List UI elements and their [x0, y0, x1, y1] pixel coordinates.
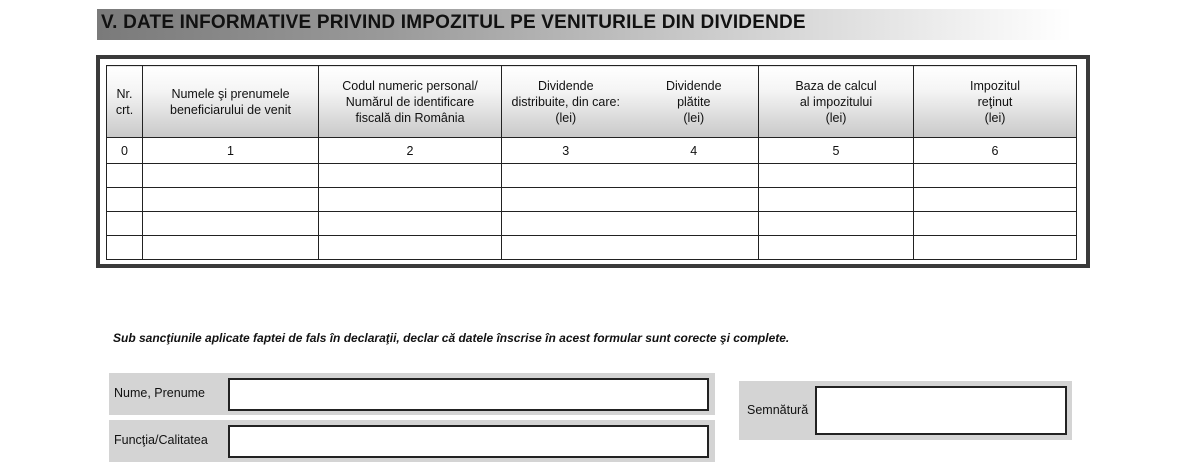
function-label: Funcţia/Calitatea [114, 433, 208, 447]
header-line: distribuite, din care: [511, 94, 620, 109]
column-number: 4 [630, 138, 759, 164]
table-cell-nr[interactable] [107, 188, 143, 212]
header-line: al impozitului [799, 94, 873, 109]
header-beneficiary-name [143, 66, 319, 138]
header-line: Baza de calcul [795, 78, 877, 93]
header-nr-crt [107, 66, 143, 138]
header-line: (lei) [825, 110, 847, 125]
table-row [107, 164, 1077, 188]
column-number-row [107, 138, 1077, 164]
column-number: 5 [759, 138, 914, 164]
table-header-row [107, 66, 1077, 138]
table-cell-cnp[interactable] [319, 164, 502, 188]
function-field-box [109, 420, 715, 462]
header-cnp-nif [319, 66, 502, 138]
table-cell-cnp[interactable] [319, 236, 502, 260]
header-line: Numele şi prenumele [171, 86, 290, 101]
table-cell-tax-base[interactable] [759, 236, 914, 260]
header-line: Nr. [116, 86, 133, 101]
table-cell-tax-withheld[interactable] [914, 212, 1077, 236]
column-number: 1 [143, 138, 319, 164]
header-line: fiscală din România [355, 110, 465, 125]
header-tax-withheld [914, 66, 1077, 138]
function-input[interactable] [228, 425, 709, 458]
table-cell-nr[interactable] [107, 212, 143, 236]
section-title: V. DATE INFORMATIVE PRIVIND IMPOZITUL PE VENITURILE DIN DIVIDENDE [101, 12, 806, 33]
table-cell-nr[interactable] [107, 236, 143, 260]
header-line: plătite [677, 94, 711, 109]
dividends-table-frame [96, 55, 1090, 268]
table-cell-dividends[interactable] [502, 212, 759, 236]
table-cell-tax-withheld[interactable] [914, 164, 1077, 188]
table-cell-tax-withheld[interactable] [914, 188, 1077, 212]
table-cell-name[interactable] [143, 212, 319, 236]
header-dividends-distributed [502, 66, 630, 138]
header-line: Impozitul [969, 78, 1021, 93]
name-field-box [109, 373, 715, 415]
table-cell-tax-base[interactable] [759, 212, 914, 236]
header-line: Dividende [537, 78, 594, 93]
header-dividends-paid [630, 66, 759, 138]
table-row [107, 188, 1077, 212]
header-line: Dividende [665, 78, 722, 93]
table-cell-name[interactable] [143, 164, 319, 188]
section-header [97, 9, 1072, 40]
header-line: Numărul de identificare [345, 94, 475, 109]
header-line: (lei) [683, 110, 705, 125]
header-line: (lei) [984, 110, 1006, 125]
header-line: reţinut [977, 94, 1013, 109]
signature-field-box [739, 381, 1072, 440]
table-cell-tax-base[interactable] [759, 164, 914, 188]
header-line: crt. [115, 102, 134, 117]
name-input[interactable] [228, 378, 709, 411]
header-line: Codul numeric personal/ [342, 78, 478, 93]
signature-input[interactable] [815, 386, 1067, 435]
table-cell-name[interactable] [143, 236, 319, 260]
table-cell-nr[interactable] [107, 164, 143, 188]
column-number: 3 [502, 138, 630, 164]
dividends-table [106, 65, 1077, 260]
table-cell-tax-base[interactable] [759, 188, 914, 212]
table-cell-dividends[interactable] [502, 188, 759, 212]
column-number: 2 [319, 138, 502, 164]
declaration-statement: Sub sancţiunile aplicate faptei de fals în declaraţii, declar că datele înscrise în acest formular sunt corecte şi complete. [113, 331, 790, 345]
header-line: beneficiarului de venit [170, 102, 291, 117]
name-label: Nume, Prenume [114, 386, 206, 400]
table-row [107, 236, 1077, 260]
signature-label: Semnătură [747, 403, 809, 417]
table-cell-name[interactable] [143, 188, 319, 212]
header-tax-base [759, 66, 914, 138]
table-row [107, 212, 1077, 236]
table-cell-dividends[interactable] [502, 236, 759, 260]
column-number: 6 [914, 138, 1077, 164]
column-number: 0 [107, 138, 143, 164]
table-cell-cnp[interactable] [319, 188, 502, 212]
table-cell-dividends[interactable] [502, 164, 759, 188]
table-cell-tax-withheld[interactable] [914, 236, 1077, 260]
header-line: (lei) [555, 110, 577, 125]
table-cell-cnp[interactable] [319, 212, 502, 236]
